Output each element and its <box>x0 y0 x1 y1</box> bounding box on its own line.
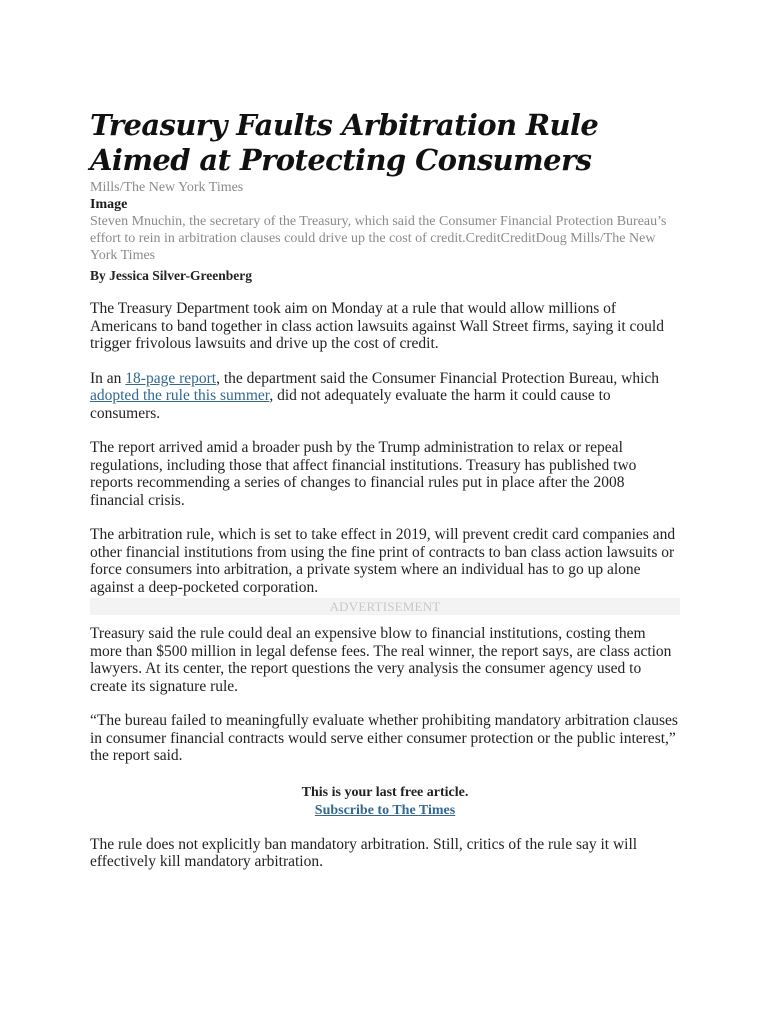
photo-caption: Steven Mnuchin, the secretary of the Treasury, which said the Consumer Financial Protection Bureau’s effort to rein in arbitration clauses could drive up the cost of credit.CreditCreditDoug Mills/The New York Times <box>90 214 667 263</box>
paragraph-7: The rule does not explicitly ban mandatory arbitration. Still, critics of the rule say it will effectively kill mandatory arbitration. <box>90 835 638 870</box>
last-free-article-message: This is your last free article. <box>301 784 469 800</box>
paragraph-2-text-a: In an <box>90 369 126 387</box>
image-label: Image <box>90 197 128 212</box>
subscribe-link[interactable]: Subscribe to The Times <box>314 802 456 818</box>
paragraph-1: The Treasury Department took aim on Monday at a rule that would allow millions of Americans to band together in class action lawsuits against Wall Street firms, saying it could trigger frivolous lawsuits and drive up the cost of credit. <box>90 300 664 352</box>
rule-adopted-link[interactable]: adopted the rule this summer <box>90 387 270 404</box>
paragraph-3: The report arrived amid a broader push by the Trump administration to relax or repeal regulations, including those that affect financial institutions. Treasury has published two reports recommending a series of changes to financial rules put in place after the 2008 financial crisis. <box>90 439 637 509</box>
paragraph-2 <box>90 370 680 423</box>
headline: Treasury Faults Arbitration Rule Aimed at Protecting Consumers <box>90 108 599 177</box>
paragraph-2-text-c: , did not adequately evaluate the harm it could cause to consumers. <box>90 387 611 422</box>
photo-credit: Mills/The New York Times <box>90 180 244 195</box>
article <box>90 108 680 871</box>
byline: By Jessica Silver-Greenberg <box>90 268 252 283</box>
report-link[interactable]: 18-page report <box>125 369 217 387</box>
paragraph-2-text-b: , the department said the Consumer Financial Protection Bureau, which <box>216 369 660 387</box>
advertisement-label: ADVERTISEMENT <box>90 598 680 615</box>
paragraph-5: Treasury said the rule could deal an expensive blow to financial institutions, costing them more than $500 million in legal defense fees. The real winner, the report says, are class action lawyers. At its center, the report questions the very analysis the consumer agency used to create its signature rule. <box>90 625 672 695</box>
paywall-notice <box>90 784 680 820</box>
paragraph-6: “The bureau failed to meaningfully evaluate whether prohibiting mandatory arbitration clauses in consumer financial contracts would serve either consumer protection or the public interest,” the report said. <box>90 712 678 764</box>
paragraph-4: The arbitration rule, which is set to take effect in 2019, will prevent credit card companies and other financial institutions from using the fine print of contracts to ban class action lawsuits or force consumers into arbitration, a private system where an individual has to go up alone against a deep-pocketed corporation. <box>90 526 676 596</box>
